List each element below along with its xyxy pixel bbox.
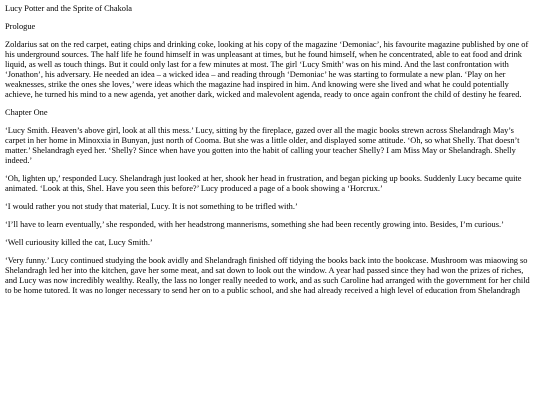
- body-paragraph: ‘Lucy Smith. Heaven’s above girl, look at all this mess.’ Lucy, sitting by the fireplace, gazed over all the magic books strewn across Shelandragh May’s carpet in her home in Minoxxia in Bunyan, just north of Cooma. But she was a little older, and displayed some attitude. ‘Oh, so what Shelly. That doesn’t matter.’ Shelandragh eyed her. ‘Shelly? Since when have you gotten into the habit of calling your teacher Shelly? I am Miss May or Shelandragh. Shelly indeed.’: [5, 126, 520, 165]
- prologue-paragraph: Zoldarius sat on the red carpet, eating chips and drinking coke, looking at his copy of the magazine ‘Demoniac’, his favourite magazine published by one of his underground sources. The half life he found himself in was unpleasant at times, but he found himself, when he concentrated, able to eat food and drink liquid, as well as touch things. But it could only last for a few minutes at most. The girl ‘Lucy Smith’ was on his mind. And the last confrontation with ‘Jonathon’, his adversary. He needed an idea – a wicked idea – and reading through ‘Demoniac’ he was starting to formulate a new plan. ‘Play on her weaknesses, strike the ones she loves,’ were ideas which the magazine had inspired in him. And knowing were she lived and what he could potentially achieve, he turned his mind to a new agenda, yet another dark, wicked and malevolent agenda, ready to once again confront the child of destiny he feared.: [5, 40, 529, 99]
- chapter-heading: Chapter One: [5, 108, 48, 117]
- prologue-heading: Prologue: [5, 22, 36, 31]
- body-paragraph: ‘I would rather you not study that material, Lucy. It is not something to be trifled with.’: [5, 202, 298, 211]
- document-title: Lucy Potter and the Sprite of Chakola: [5, 4, 132, 13]
- body-paragraph: ‘I’ll have to learn eventually,’ she responded, with her headstrong mannerisms, something she had been recently growing into. Besides, I’m curious.’: [5, 220, 504, 229]
- body-paragraph: ‘Very funny.’ Lucy continued studying the book avidly and Shelandragh finished off tidying the books back into the bookcase. Mushroom was miaowing so Shelandragh led her into the kitchen, gave her some meat, and sat down to look out the window. A year had passed since they had won the prizes of riches, and Lucy was now incredibly wealthy. Really, the lass no longer really needed to work, and as such Caroline had arranged with the government for her child to be home tutored. It was no longer necessary to send her on to a public school, and she had already received a high level of education from Shelandragh: [5, 256, 530, 295]
- body-paragraph: ‘Well curiousity killed the cat, Lucy Smith.’: [5, 238, 153, 247]
- body-paragraph: ‘Oh, lighten up,’ responded Lucy. Shelandragh just looked at her, shook her head in frustration, and began picking up books. Suddenly Lucy became quite animated. ‘Look at this, Shel. Have you seen this before?’ Lucy produced a page of a book showing a ‘Horcrux.’: [5, 174, 522, 193]
